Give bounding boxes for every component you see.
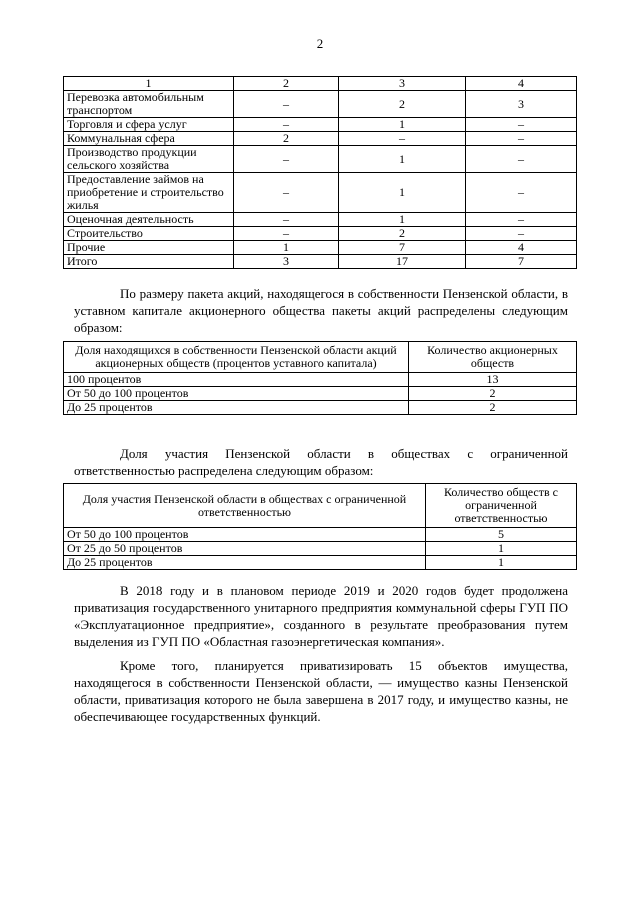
header-cell: 2	[234, 77, 339, 91]
table-row	[64, 542, 577, 556]
table-row	[64, 173, 577, 213]
header-cell: Доля находящихся в собственности Пензенской области акций акционерных обществ (процентов уставного капитала)	[64, 342, 409, 373]
value-cell: –	[234, 118, 339, 132]
range-cell: До 25 процентов	[64, 556, 426, 570]
shares-table	[63, 341, 577, 415]
range-cell: От 50 до 100 процентов	[64, 528, 426, 542]
table-row	[64, 241, 577, 255]
header-cell: 1	[64, 77, 234, 91]
range-cell: От 25 до 50 процентов	[64, 542, 426, 556]
header-cell: 3	[339, 77, 466, 91]
value-cell: –	[339, 132, 466, 146]
value-cell: –	[466, 118, 577, 132]
table-row	[64, 132, 577, 146]
industry-cell: Предоставление займов на приобретение и строительство жилья	[64, 173, 234, 213]
value-cell: 1	[234, 241, 339, 255]
paragraph-property-objects: Кроме того, планируется приватизировать 15 объектов имущества, находящегося в собственности Пензенской области, — имущество казны Пензенской области, приватизация которого не была завершена в 2017 году, и имущество казны, не обеспечивающее государственных функций.	[74, 658, 568, 724]
value-cell: 2	[234, 132, 339, 146]
paragraph-privatization: В 2018 году и в плановом периоде 2019 и 2020 годов будет продолжена приватизация государственного унитарного предприятия коммунальной сферы ГУП ПО «Эксплуатационное предприятие», созданного в результате преобразования путем выделения из ГУП ПО «Областная газоэнергетическая компания».	[74, 583, 568, 649]
value-cell: 4	[466, 241, 577, 255]
industry-cell: Торговля и сфера услуг	[64, 118, 234, 132]
count-cell: 1	[426, 542, 577, 556]
industry-cell: Итого	[64, 255, 234, 269]
header-cell: Доля участия Пензенской области в обществах с ограниченной ответственностью	[64, 484, 426, 528]
table-row	[64, 373, 577, 387]
table-row	[64, 401, 577, 415]
value-cell: –	[234, 213, 339, 227]
industry-cell: Перевозка автомобильным транспортом	[64, 91, 234, 118]
value-cell: –	[466, 227, 577, 241]
table-header-row	[64, 77, 577, 91]
count-cell: 5	[426, 528, 577, 542]
value-cell: –	[234, 173, 339, 213]
value-cell: 1	[339, 173, 466, 213]
value-cell: 1	[339, 118, 466, 132]
paragraph-shares-intro: По размеру пакета акций, находящегося в собственности Пензенской области, в уставном капитале акционерного общества пакеты акций распределены следующим образом:	[74, 286, 568, 335]
industry-cell: Строительство	[64, 227, 234, 241]
value-cell: –	[466, 132, 577, 146]
value-cell: 7	[466, 255, 577, 269]
count-cell: 1	[426, 556, 577, 570]
value-cell: –	[466, 173, 577, 213]
industry-cell: Оценочная деятельность	[64, 213, 234, 227]
table-header-row	[64, 342, 577, 373]
total-row	[64, 255, 577, 269]
llc-table	[63, 483, 577, 570]
industry-table	[63, 76, 577, 269]
value-cell: 1	[339, 146, 466, 173]
paragraph-llc-intro: Доля участия Пензенской области в обществах с ограниченной ответственностью распределена следующим образом:	[74, 446, 568, 478]
value-cell: –	[234, 146, 339, 173]
value-cell: 7	[339, 241, 466, 255]
industry-cell: Прочие	[64, 241, 234, 255]
table-row	[64, 146, 577, 173]
count-cell: 13	[409, 373, 577, 387]
table-row	[64, 556, 577, 570]
table-row	[64, 118, 577, 132]
header-cell: Количество акционерных обществ	[409, 342, 577, 373]
industry-cell: Производство продукции сельского хозяйства	[64, 146, 234, 173]
count-cell: 2	[409, 387, 577, 401]
table-row	[64, 227, 577, 241]
table-row	[64, 91, 577, 118]
value-cell: 2	[339, 91, 466, 118]
table-header-row	[64, 484, 577, 528]
table-row	[64, 387, 577, 401]
value-cell: 1	[339, 213, 466, 227]
header-cell: 4	[466, 77, 577, 91]
table-row	[64, 213, 577, 227]
value-cell: 2	[339, 227, 466, 241]
range-cell: От 50 до 100 процентов	[64, 387, 409, 401]
range-cell: До 25 процентов	[64, 401, 409, 415]
page-number: 2	[316, 36, 324, 51]
value-cell: –	[466, 146, 577, 173]
value-cell: 17	[339, 255, 466, 269]
count-cell: 2	[409, 401, 577, 415]
value-cell: 3	[234, 255, 339, 269]
value-cell: –	[234, 91, 339, 118]
table-row	[64, 528, 577, 542]
industry-cell: Коммунальная сфера	[64, 132, 234, 146]
range-cell: 100 процентов	[64, 373, 409, 387]
value-cell: 3	[466, 91, 577, 118]
value-cell: –	[466, 213, 577, 227]
header-cell: Количество обществ с ограниченной ответственностью	[426, 484, 577, 528]
value-cell: –	[234, 227, 339, 241]
